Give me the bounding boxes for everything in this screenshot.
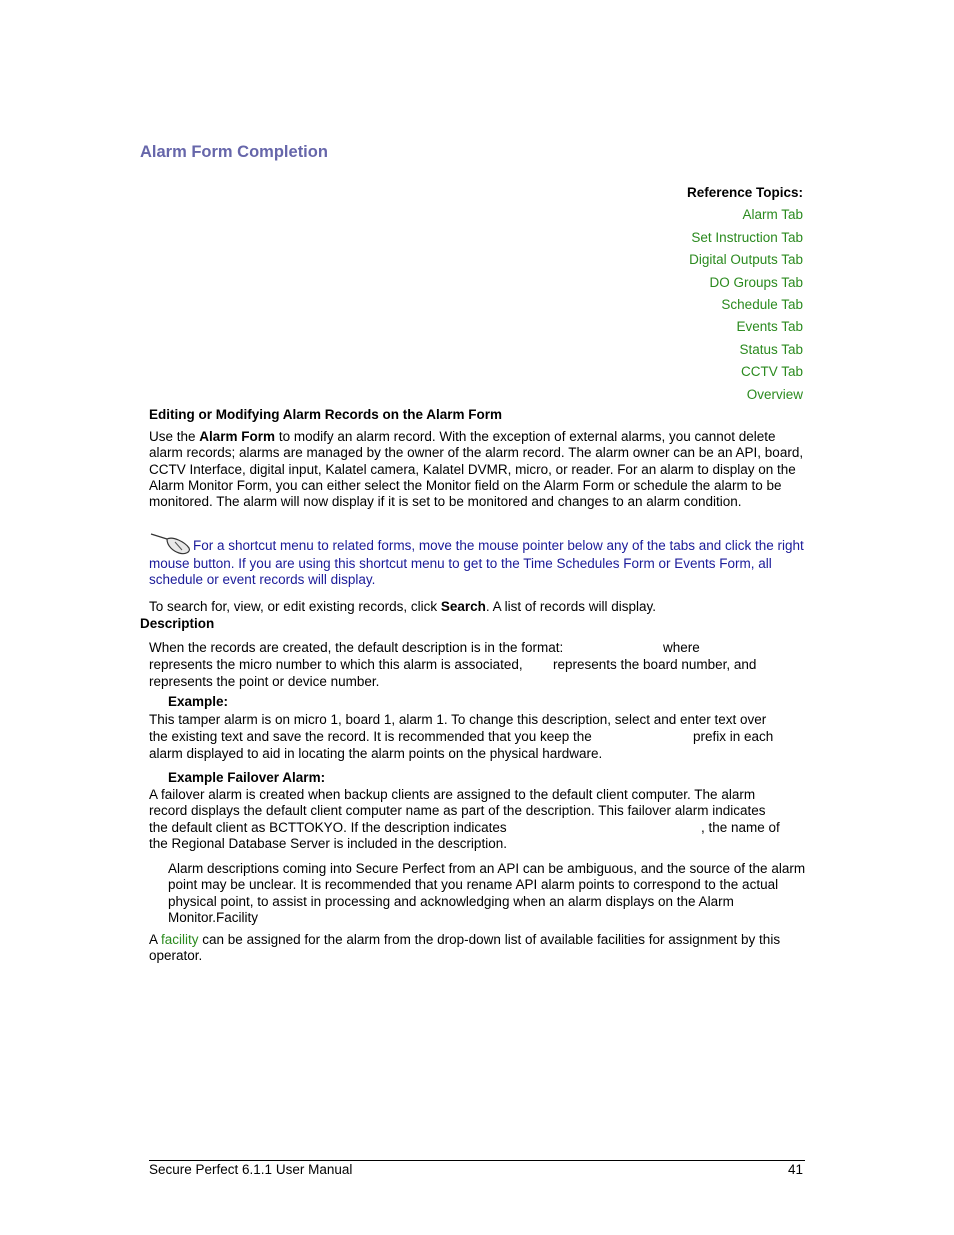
search-paragraph xyxy=(149,599,809,615)
desc-line1-a: When the records are created, the default description is in the format: xyxy=(149,640,564,655)
ex-line-2 xyxy=(149,728,809,745)
fo-line-1: A failover alarm is created when backup clients are assigned to the default client computer. The alarm xyxy=(149,787,756,802)
api-note: Alarm descriptions coming into Secure Perfect from an API can be ambiguous, and the source of the alarm point may be unclear. It is recommended that you rename API alarm points to correspond to the actual physical point, to assist in processing and acknowledging when an alarm displays on the Alarm Monitor.Facility xyxy=(168,861,806,925)
editing-heading: Editing or Modifying Alarm Records on the Alarm Form xyxy=(149,407,503,422)
desc-line2-a: represents the micro number to which this alarm is associated, xyxy=(149,657,523,672)
search-pre: To search for, view, or edit existing records, click xyxy=(149,599,441,614)
ex-line-3: alarm displayed to aid in locating the alarm points on the physical hardware. xyxy=(149,746,603,761)
search-bold: Search xyxy=(440,599,486,614)
fo-line-3 xyxy=(149,820,809,836)
ref-link-do-groups-tab[interactable]: DO Groups Tab xyxy=(709,274,803,290)
editing-paragraph xyxy=(149,429,809,510)
ref-link-cctv-tab[interactable]: CCTV Tab xyxy=(740,364,803,380)
facility-pre: A xyxy=(149,932,162,947)
editing-p1-post: to modify an alarm record. With the exception of external alarms, you cannot delete alarm records; alarms are managed by the owner of the alarm record. The alarm owner can be an API, board, CCTV Interface, digital input, Kalatel camera, Kalatel DVMR, micro, or reader. For an alarm to display on the Alarm Monitor Form, you can either select the Monitor field on the Alarm Form or schedule the alarm to be monitored. The alarm will now display if it is set to be monitored and changes to an alarm condition. xyxy=(149,429,804,510)
description-heading: Description xyxy=(140,616,215,631)
ref-link-alarm-tab[interactable]: Alarm Tab xyxy=(742,207,803,223)
section-title: Alarm Form Completion xyxy=(140,143,328,161)
facility-paragraph xyxy=(149,932,809,965)
example-heading: Example: xyxy=(168,694,229,709)
shortcut-note xyxy=(149,530,809,589)
fo-line-4: the Regional Database Server is included in the description. xyxy=(149,835,507,851)
ref-link-events-tab[interactable]: Events Tab xyxy=(736,319,803,335)
reference-topics-heading: Reference Topics: xyxy=(686,185,803,200)
fo-line3-a: the default client as BCTTOKYO. If the description indicates xyxy=(149,819,507,835)
ref-link-status-tab[interactable]: Status Tab xyxy=(739,341,803,357)
desc-line1-b: where xyxy=(663,640,700,655)
example-paragraph xyxy=(149,711,809,762)
facility-post: can be assigned for the alarm from the drop-down list of available facilities for assignment by this operator. xyxy=(149,932,781,964)
ex-line2-b: prefix in each xyxy=(693,729,774,744)
shortcut-note-text: For a shortcut menu to related forms, move the mouse pointer below any of the tabs and click the right mouse button. If you are using this shortcut menu to get to the Time Schedules Form or Events Form, all schedule or event records will display. xyxy=(149,538,804,588)
failover-heading: Example Failover Alarm: xyxy=(168,770,326,785)
desc-line-2 xyxy=(149,656,809,673)
editing-p1-pre: Use the xyxy=(149,429,200,444)
desc-line-3: represents the point or device number. xyxy=(149,674,380,689)
description-format-paragraph xyxy=(149,639,809,690)
footer-manual-title: Secure Perfect 6.1.1 User Manual xyxy=(149,1162,353,1177)
ref-link-set-instruction-tab[interactable]: Set Instruction Tab xyxy=(691,229,803,245)
desc-line-1 xyxy=(149,639,809,656)
reference-topics xyxy=(687,182,803,406)
fo-line3-b: , the name of xyxy=(701,819,780,835)
facility-link[interactable]: facility xyxy=(161,932,199,947)
footer-divider xyxy=(149,1160,805,1161)
alarm-form-bold: Alarm Form xyxy=(199,429,276,444)
ref-link-schedule-tab[interactable]: Schedule Tab xyxy=(721,297,803,313)
ref-link-overview[interactable]: Overview xyxy=(746,386,803,402)
footer-page-number: 41 xyxy=(787,1162,803,1177)
mouse-icon xyxy=(149,530,193,556)
desc-line2-b: represents the board number, and xyxy=(553,657,757,672)
ref-link-digital-outputs-tab[interactable]: Digital Outputs Tab xyxy=(689,252,803,268)
search-post: . A list of records will display. xyxy=(485,599,656,614)
failover-paragraph xyxy=(149,787,809,852)
fo-line-2: record displays the default client computer name as part of the description. This failover alarm indicates xyxy=(149,803,766,819)
ex-line2-a: the existing text and save the record. It is recommended that you keep the xyxy=(149,729,592,744)
ex-line-1: This tamper alarm is on micro 1, board 1, alarm 1. To change this description, select and enter text over xyxy=(149,712,767,727)
